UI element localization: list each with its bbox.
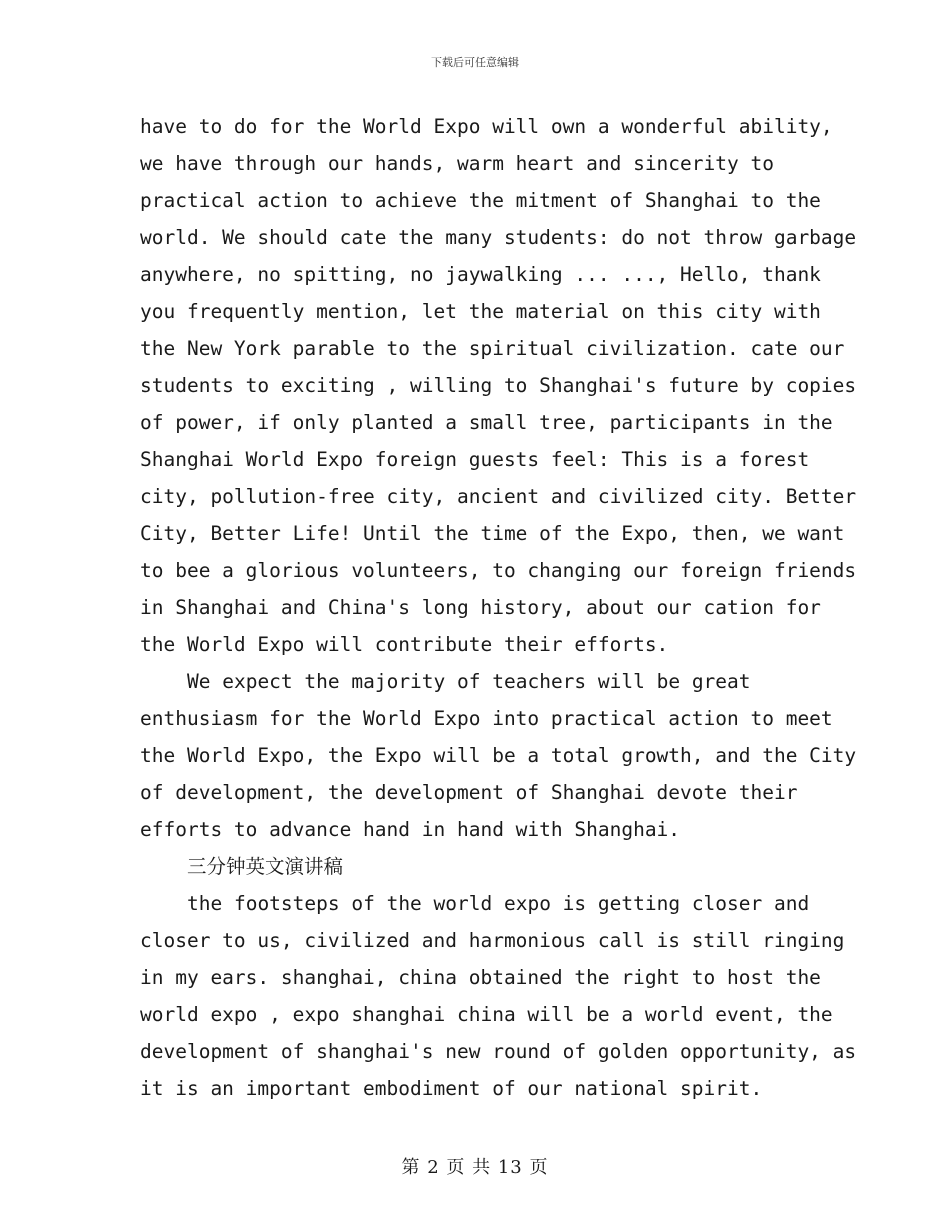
text-line: in Shanghai and China's long history, about our cation for: [140, 596, 821, 619]
text-line: world expo , expo shanghai china will be a world event, the: [140, 1003, 833, 1026]
text-line: closer to us, civilized and harmonious call is still ringing: [140, 929, 845, 952]
paragraph-start-line: the footsteps of the world expo is getting closer and: [187, 892, 810, 915]
document-body: [140, 108, 857, 1107]
text-line: of development, the development of Shanghai devote their: [140, 781, 798, 804]
text-line: have to do for the World Expo will own a wonderful ability,: [140, 115, 833, 138]
text-line: we have through our hands, warm heart and sincerity to: [140, 152, 774, 175]
text-line: it is an important embodiment of our national spirit.: [140, 1077, 763, 1100]
text-line: City, Better Life! Until the time of the Expo, then, we want: [140, 522, 845, 545]
text-line: students to exciting , willing to Shanghai's future by copies: [140, 374, 857, 397]
header-note: 下载后可任意编辑: [431, 56, 519, 69]
section-heading: 三分钟英文演讲稿: [187, 855, 344, 878]
text-line: of power, if only planted a small tree, participants in the: [140, 411, 833, 434]
text-line: city, pollution-free city, ancient and civilized city. Better: [140, 485, 857, 508]
text-line: the World Expo, the Expo will be a total growth, and the City: [140, 744, 857, 767]
text-line: efforts to advance hand in hand with Shanghai.: [140, 818, 681, 841]
text-line: development of shanghai's new round of golden opportunity, as: [140, 1040, 857, 1063]
text-line: practical action to achieve the mitment of Shanghai to the: [140, 189, 821, 212]
text-line: in my ears. shanghai, china obtained the right to host the: [140, 966, 821, 989]
text-line: you frequently mention, let the material on this city with: [140, 300, 821, 323]
text-line: the New York parable to the spiritual civilization. cate our: [140, 337, 845, 360]
text-line: enthusiasm for the World Expo into practical action to meet: [140, 707, 833, 730]
page-number-footer: 第 2 页 共 13 页: [401, 1157, 549, 1178]
text-line: the World Expo will contribute their efforts.: [140, 633, 669, 656]
text-line: Shanghai World Expo foreign guests feel: This is a forest: [140, 448, 810, 471]
paragraph-start-line: We expect the majority of teachers will be great: [187, 670, 751, 693]
text-line: to bee a glorious volunteers, to changing our foreign friends: [140, 559, 857, 582]
text-line: world. We should cate the many students: do not throw garbage: [140, 226, 857, 249]
text-line: anywhere, no spitting, no jaywalking ... ..., Hello, thank: [140, 263, 821, 286]
